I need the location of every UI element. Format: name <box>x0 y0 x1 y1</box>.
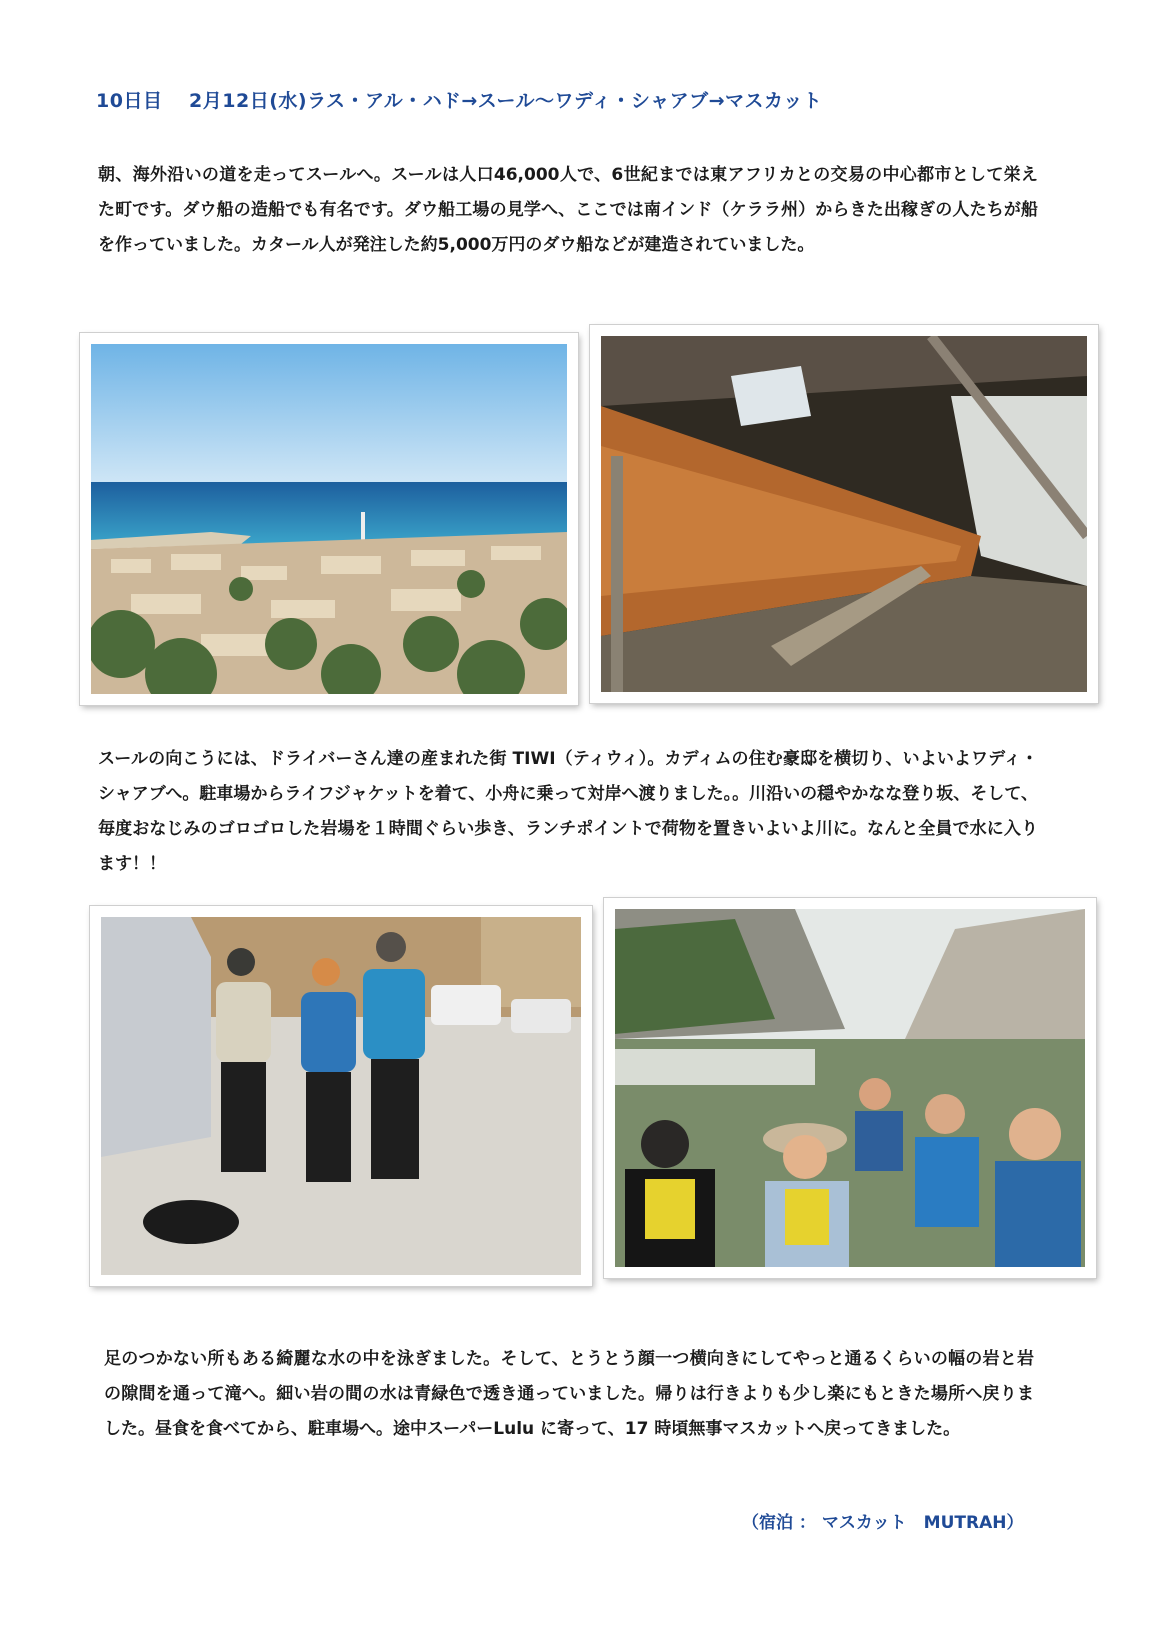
photo-sur-coast <box>80 333 578 705</box>
page-heading: 10日目 2月12日(水)ラス・アル・ハド→スール～ワディ・シャアブ→マスカット <box>96 90 823 112</box>
photo-dhow-shipyard <box>590 325 1098 703</box>
photo-group-parking <box>90 906 592 1286</box>
photo-group-boat <box>604 898 1096 1278</box>
lodging-note: （宿泊 ： マスカット MUTRAH） <box>742 1513 1024 1533</box>
paragraph-wadi-shab: スールの向こうには、ドライバーさん達の産まれた街 TIWI（ティウィ）。カディムの住む豪邸を横切り、いよいよワディ・シャアブへ。駐車場からライフジャケットを着て、小舟に乗って対岸へ渡りました。。川沿いの穏やかなな登り坂、そして、毎度おなじみのゴロゴロした岩場を１時間ぐらい歩き、ランチポイントで荷物を置きいよいよ川に。なんと全員で水に入ります！！ <box>98 749 1038 874</box>
paragraph-swim-return: 足のつかない所もある綺麗な水の中を泳ぎました。そして、とうとう顔一つ横向きにしてやっと通るくらいの幅の岩と岩の隙間を通って滝へ。細い岩の間の水は青緑色で透き通っていました。帰りは行きよりも少し楽にもときた場所へ戻りました。昼食を食べてから、駐車場へ。途中スーパーLulu に寄って、17 時頃無事マスカットへ戻ってきました。 <box>104 1349 1034 1439</box>
paragraph-sur: 朝、海外沿いの道を走ってスールへ。スールは人口46,000人で、6世紀までは東アフリカとの交易の中心都市として栄えた町です。ダウ船の造船でも有名です。ダウ船工場の見学へ、ここでは南インド（ケララ州）からきた出稼ぎの人たちが船を作っていました。カタール人が発注した約5,000万円のダウ船などが建造されていました。 <box>98 165 1038 255</box>
